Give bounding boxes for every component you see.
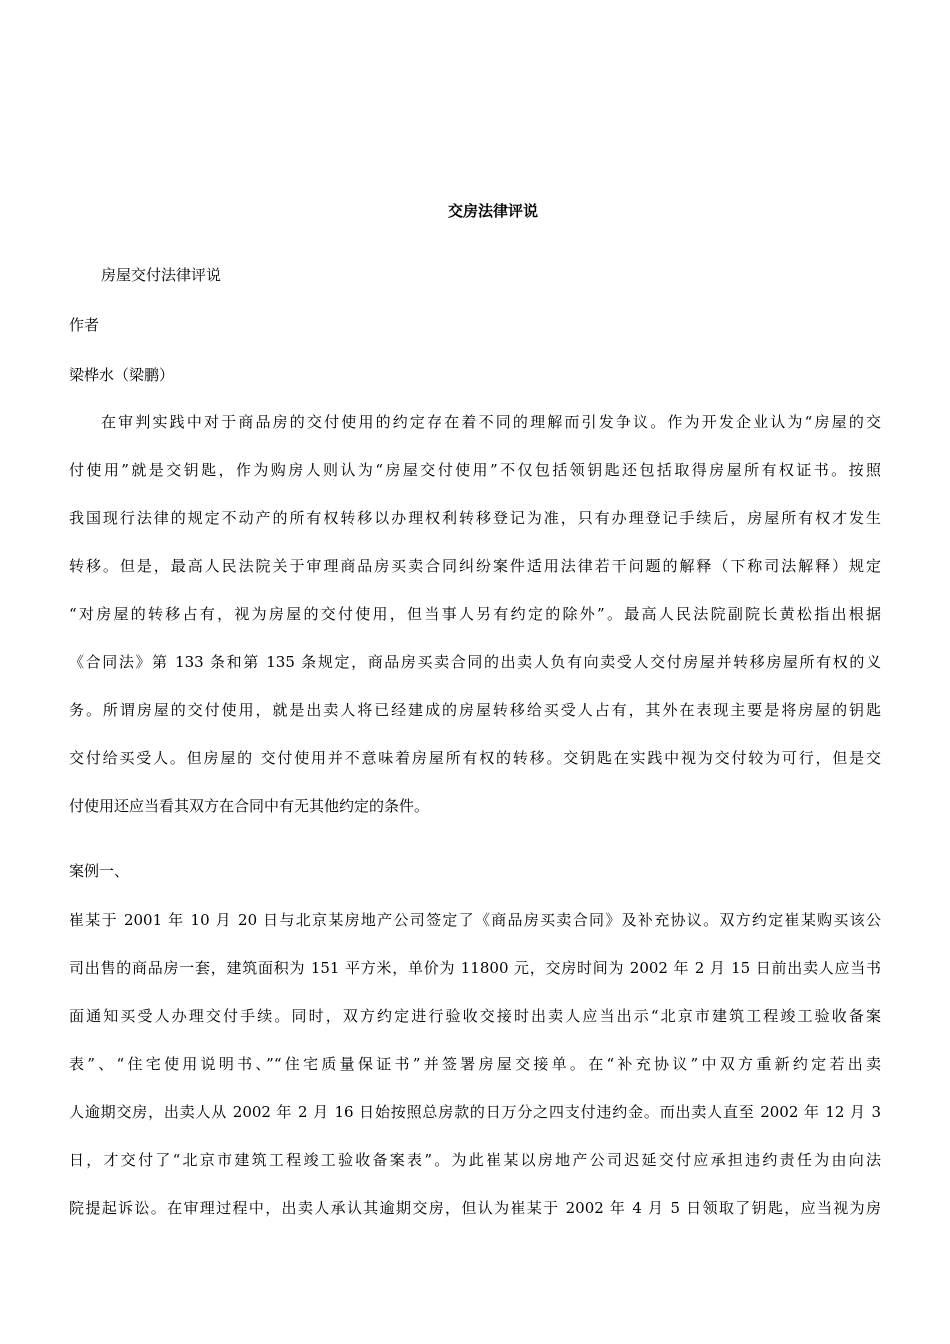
paragraph-line: 院提起诉讼。在审理过程中，出卖人承认其逾期交房，但认为崔某于 2002 年 4 月 5 日领取了钥匙，应当视为房 — [69, 1199, 881, 1217]
author-name: 梁桦水（梁鹏） — [69, 366, 175, 384]
paragraph-line: 《合同法》第 133 条和第 135 条规定，商品房买卖合同的出卖人负有向卖受人交付房屋并转移房屋所有权的义 — [69, 653, 881, 671]
document-subtitle: 房屋交付法律评说 — [101, 266, 222, 284]
case-paragraph — [69, 896, 881, 1232]
author-label: 作者 — [69, 316, 100, 334]
paragraph-line: 我国现行法律的规定不动产的所有权转移以办理权利转移登记为准，只有办理登记手续后，房屋所有权才发生 — [69, 509, 881, 527]
paragraph-line: 务。所谓房屋的交付使用，就是出卖人将已经建成的房屋转移给买受人占有，其外在表现主要是将房屋的钥匙 — [69, 701, 881, 719]
paragraph-line: 付使用还应当看其双方在合同中有无其他约定的条件。 — [69, 797, 430, 815]
paragraph-line: 转移。但是，最高人民法院关于审理商品房买卖合同纠纷案件适用法律若干问题的解释（下称司法解释）规定 — [69, 557, 881, 575]
paragraph-line: 崔某于 2001 年 10 月 20 日与北京某房地产公司签定了《商品房买卖合同》及补充协议。双方约定崔某购买该公 — [69, 911, 881, 929]
paragraph-line: 在审判实践中对于商品房的交付使用的约定存在着不同的理解而引发争议。作为开发企业认为“房屋的交 — [101, 413, 881, 431]
paragraph-line: 表”、“住宅使用说明书、”“住宅质量保证书”并签署房屋交接单。在“补充协议”中双方重新约定若出卖 — [69, 1055, 881, 1073]
intro-paragraph — [69, 398, 881, 830]
document-title: 交房法律评说 — [447, 202, 538, 220]
paragraph-line: 人逾期交房，出卖人从 2002 年 2 月 16 日始按照总房款的日万分之四支付违约金。而出卖人直至 2002 年 12 月 3 — [69, 1103, 881, 1121]
paragraph-line: 司出售的商品房一套，建筑面积为 151 平方米，单价为 11800 元，交房时间为 2002 年 2 月 15 日前出卖人应当书 — [69, 959, 881, 977]
paragraph-line: 日，才交付了“北京市建筑工程竣工验收备案表”。为此崔某以房地产公司迟延交付应承担违约责任为由向法 — [69, 1151, 881, 1169]
paragraph-line: 付使用”就是交钥匙，作为购房人则认为“房屋交付使用”不仅包括领钥匙还包括取得房屋所有权证书。按照 — [69, 461, 881, 479]
case-heading: 案例一、 — [69, 862, 130, 880]
paragraph-line: “对房屋的转移占有，视为房屋的交付使用，但当事人另有约定的除外”。最高人民法院副院长黄松指出根据 — [69, 605, 881, 623]
paragraph-line: 交付给买受人。但房屋的 交付使用并不意味着房屋所有权的转移。交钥匙在实践中视为交付较为可行，但是交 — [69, 749, 881, 767]
paragraph-line: 面通知买受人办理交付手续。同时，双方约定进行验收交接时出卖人应当出示“北京市建筑工程竣工验收备案 — [69, 1007, 881, 1025]
